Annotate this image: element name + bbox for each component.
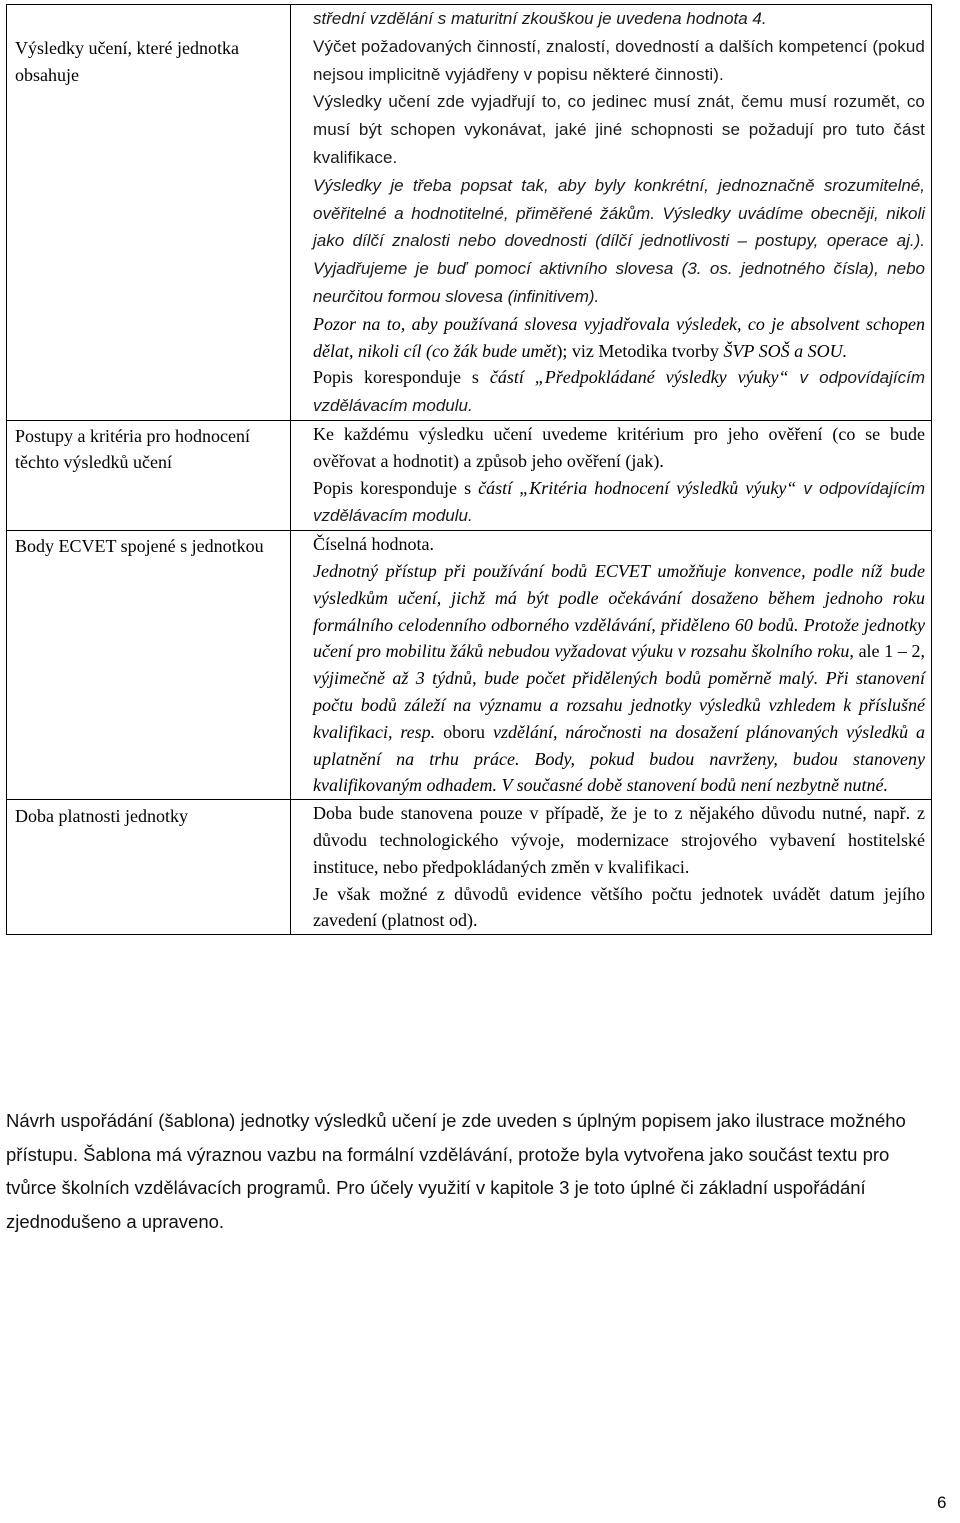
table-row — [7, 531, 932, 800]
text-run: Pozor na to, aby používaná slovesa vyjadřovala výsledek, co je absolvent schopen dělat, nikoli cíl (co žák bude umět — [313, 313, 925, 361]
row-label-text: Body ECVET spojené s jednotkou — [15, 536, 264, 557]
text-run: částí „Předpokládané výsledky výuky“ — [489, 367, 800, 388]
row-paragraph — [313, 881, 925, 935]
text-run: ŠVP SOŠ a SOU. — [723, 340, 848, 361]
text-run: Ke každému výsledku učení uvedeme kritérium pro jeho ověření (co se bude ověřovat a hodnotit) a způsob jeho ověření (jak). — [313, 423, 925, 471]
row-label-text: Výsledky učení, které jednotka obsahuje — [15, 38, 239, 85]
row-label — [7, 531, 291, 800]
row-label — [7, 800, 291, 935]
text-run: střední vzdělání s maturitní zkouškou je uvedena hodnota 4. — [313, 9, 767, 28]
row-paragraph — [313, 172, 925, 311]
row-paragraph — [313, 33, 925, 89]
text-run: Popis koresponduje s — [313, 477, 479, 498]
text-run: Výsledky učení zde vyjadřují to, co jedinec musí znát, čemu musí rozumět, co musí být schopen vykonávat, jaké jiné schopnosti se požadují pro tuto část kvalifikace. — [313, 92, 925, 167]
row-content — [291, 800, 932, 935]
text-run: vzdělání, náročnosti na dosažení plánovaných výsledků a uplatnění na trhu práce. Body, pokud budou navrženy, budou stanoveny kvalifikovaným odhadem. V současné době stanovení bodů není nezbytně nutné. — [313, 721, 926, 796]
text-run: Je však možné z důvodů evidence většího počtu jednotek uvádět datum jejího zavedení (platnost od). — [313, 883, 925, 931]
text-run: v odpovídajícím vzdělávacím modulu. — [313, 368, 925, 416]
table-row — [7, 420, 932, 530]
text-run: Výčet požadovaných činností, znalostí, dovedností a dalších kompetencí (pokud nejsou implicitně vyjádřeny v popisu některé činnosti). — [313, 36, 925, 84]
table-row — [7, 5, 932, 421]
text-run: výjimečně až 3 týdnů, bude počet přidělených bodů poměrně malý. Při stanovení počtu bodů záleží na významu a rozsahu jednotky výsledků vzhledem k příslušné kvalifikaci, resp. — [313, 668, 925, 742]
text-run: ); viz Metodika tvorby — [556, 340, 724, 361]
text-run: v odpovídajícím vzdělávacím modulu. — [313, 478, 925, 526]
row-paragraph — [313, 558, 925, 799]
row-label-text: Doba platnosti jednotky — [15, 806, 188, 827]
text-run: Číselná hodnota. — [313, 534, 434, 555]
explanatory-note: Návrh uspořádání (šablona) jednotky výsledků učení je zde uveden s úplným popisem jako ilustrace možného přístupu. Šablona má výraznou vazbu na formální vzdělávání, protože byla vytvořena jako součást textu pro tvůrce školních vzdělávacích programů. Pro účely využití v kapitole 3 je toto úplné či základní uspořádání zjednodušeno a upraveno. — [6, 1110, 906, 1232]
text-run: ale 1 – 2, — [858, 641, 925, 662]
text-run: částí „Kritéria hodnocení výsledků výuky“ — [478, 477, 804, 498]
row-content — [291, 531, 932, 800]
row-label — [7, 420, 291, 530]
row-paragraph — [313, 421, 925, 475]
text-run: Popis koresponduje s — [313, 367, 490, 388]
row-content — [291, 420, 932, 530]
row-label — [7, 5, 291, 421]
row-paragraph — [313, 5, 925, 33]
text-run: Doba bude stanovena pouze v případě, že je to z nějakého důvodu nutné, např. z důvodu technologického vývoje, modernizace strojového vybavení hostitelské instituce, nebo předpokládaných změn v kvalifikaci. — [313, 803, 925, 877]
row-paragraph — [313, 531, 925, 558]
row-paragraph — [313, 800, 925, 880]
table-row — [7, 800, 932, 935]
row-content — [291, 5, 932, 421]
unit-template-table — [6, 4, 932, 935]
text-run: Jednotný přístup při používání bodů ECVET umožňuje konvence, podle níž bude výsledkům učení, jichž má být podle očekávání dosaženo během jednoho roku formálního celodenního odborného vzdělávání, přiděleno 60 bodů. Protože jednotky učení pro mobilitu žáků nebudou vyžadovat výuku v rozsahu školního roku, — [313, 560, 925, 662]
row-paragraph — [313, 311, 925, 365]
page-number: 6 — [937, 1493, 947, 1512]
row-paragraph — [313, 88, 925, 171]
row-paragraph — [313, 475, 925, 531]
row-paragraph — [313, 364, 925, 420]
row-label-text: Postupy a kritéria pro hodnocení těchto výsledků učení — [15, 425, 250, 473]
text-run: Výsledky je třeba popsat tak, aby byly konkrétní, jednoznačně srozumitelné, ověřitelné a hodnotitelné, přiměřené žákům. Výsledky uvádíme obecněji, nikoli jako dílčí znalosti nebo dovednosti (dílčí jednotlivosti – postupy, operace aj.). Vyjadřujeme je buď pomocí aktivního slovesa (3. os. jednotného čísla), nebo neurčitou formou slovesa (infinitivem). — [313, 175, 925, 306]
text-run: oboru — [443, 721, 493, 742]
